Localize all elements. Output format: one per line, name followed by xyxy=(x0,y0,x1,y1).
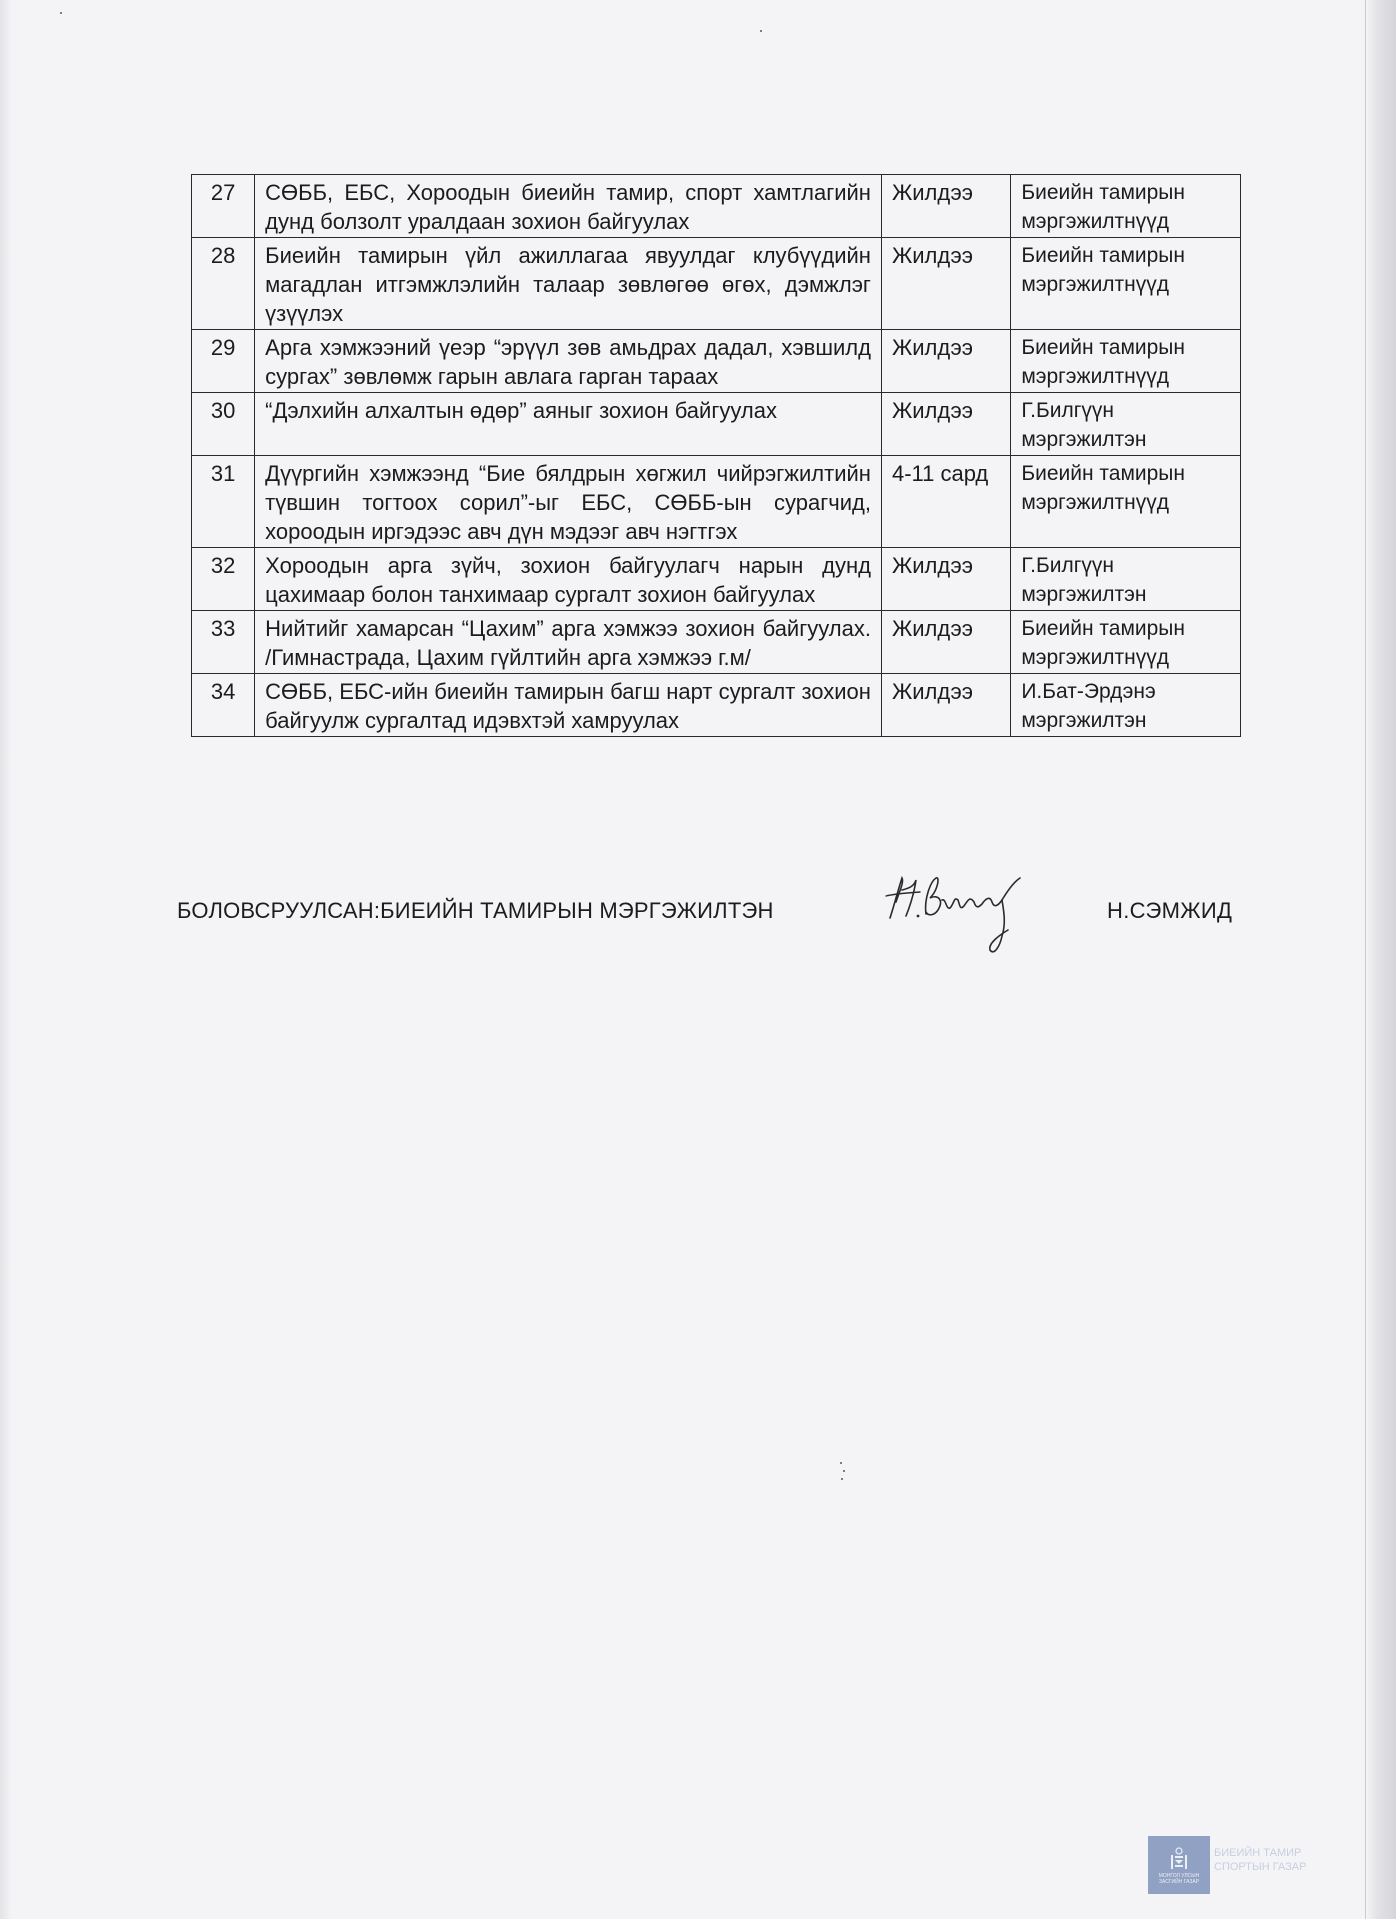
responsible-cell: Г.Билгүүн мэргэжилтэн xyxy=(1011,393,1241,456)
scan-speck xyxy=(840,1462,842,1464)
activity-cell: СӨББ, ЕБС-ийн биеийн тамирын багш нарт сургалт зохион байгуулж сургалтад идэвхтэй хамруулах xyxy=(255,674,882,737)
responsible-cell: И.Бат-Эрдэнэ мэргэжилтэн xyxy=(1011,674,1241,737)
activity-cell: Хороодын арга зүйч, зохион байгуулагч нарын дунд цахимаар болон танхимаар сургалт зохион байгуулах xyxy=(255,548,882,611)
handwritten-signature xyxy=(880,860,1050,960)
row-number: 28 xyxy=(192,238,255,330)
responsible-cell: Биеийн тамирын мэргэжилтнүүд xyxy=(1011,330,1241,393)
table-row xyxy=(192,175,1241,238)
scan-left-edge xyxy=(0,0,12,1919)
row-number: 29 xyxy=(192,330,255,393)
row-number: 31 xyxy=(192,456,255,548)
prepared-by-label: БОЛОВСРУУЛСАН:БИЕИЙН ТАМИРЫН МЭРГЭЖИЛТЭН xyxy=(177,898,774,923)
activity-plan-table xyxy=(191,174,1241,737)
activity-cell: СӨББ, ЕБС, Хороодын биеийн тамир, спорт хамтлагийн дунд болзолт уралдаан зохион байгуулах xyxy=(255,175,882,238)
timeframe-cell: Жилдээ xyxy=(881,238,1010,330)
table-row xyxy=(192,393,1241,456)
activity-cell: Арга хэмжээний үеэр “эрүүл зөв амьдрах дадал, хэвшилд сургах” зөвлөмж гарын авлага гарган тараах xyxy=(255,330,882,393)
paper-edge-line xyxy=(1365,0,1366,1919)
table-row xyxy=(192,674,1241,737)
activity-cell: Нийтийг хамарсан “Цахим” арга хэмжээ зохион байгуулах. /Гимнастрада, Цахим гүйлтийн арга хэмжээ г.м/ xyxy=(255,611,882,674)
table-row xyxy=(192,611,1241,674)
activity-cell: “Дэлхийн алхалтын өдөр” аяныг зохион байгуулах xyxy=(255,393,882,456)
activity-plan-body xyxy=(192,175,1241,737)
timeframe-cell: Жилдээ xyxy=(881,548,1010,611)
stamp-organization: БИЕИЙН ТАМИР СПОРТЫН ГАЗАР xyxy=(1214,1847,1307,1873)
row-number: 33 xyxy=(192,611,255,674)
scan-speck xyxy=(760,30,762,32)
responsible-cell: Биеийн тамирын мэргэжилтнүүд xyxy=(1011,456,1241,548)
scan-right-edge xyxy=(1366,0,1396,1919)
row-number: 30 xyxy=(192,393,255,456)
timeframe-cell: Жилдээ xyxy=(881,674,1010,737)
responsible-cell: Биеийн тамирын мэргэжилтнүүд xyxy=(1011,611,1241,674)
timeframe-cell: Жилдээ xyxy=(881,330,1010,393)
soyombo-emblem-icon xyxy=(1166,1845,1192,1873)
table-row xyxy=(192,330,1241,393)
scan-speck xyxy=(841,1478,843,1480)
activity-cell: Биеийн тамирын үйл ажиллагаа явуулдаг клубүүдийн магадлан итгэмжлэлийн талаар зөвлөгөө өгөх, дэмжлэг үзүүлэх xyxy=(255,238,882,330)
timeframe-cell: 4-11 сард xyxy=(881,456,1010,548)
government-emblem-stamp xyxy=(1148,1836,1210,1894)
table-row xyxy=(192,238,1241,330)
scan-speck xyxy=(843,1470,845,1472)
table-row xyxy=(192,456,1241,548)
responsible-cell: Биеийн тамирын мэргэжилтнүүд xyxy=(1011,238,1241,330)
timeframe-cell: Жилдээ xyxy=(881,175,1010,238)
row-number: 32 xyxy=(192,548,255,611)
row-number: 34 xyxy=(192,674,255,737)
activity-cell: Дүүргийн хэмжээнд “Бие бялдрын хөгжил чийрэгжилтийн түвшин тогтоох сорил”-ыг ЕБС, СӨББ-ын сурагчид, хороодын иргэдээс авч дүн мэдээг авч нэгтгэх xyxy=(255,456,882,548)
scan-speck xyxy=(60,12,62,14)
responsible-cell: Биеийн тамирын мэргэжилтнүүд xyxy=(1011,175,1241,238)
stamp-caption: МОНГОЛ УЛСЫН ЗАСГИЙН ГАЗАР xyxy=(1158,1873,1200,1885)
timeframe-cell: Жилдээ xyxy=(881,611,1010,674)
responsible-cell: Г.Билгүүн мэргэжилтэн xyxy=(1011,548,1241,611)
row-number: 27 xyxy=(192,175,255,238)
table-row xyxy=(192,548,1241,611)
signatory-name: Н.СЭМЖИД xyxy=(1107,898,1233,923)
timeframe-cell: Жилдээ xyxy=(881,393,1010,456)
